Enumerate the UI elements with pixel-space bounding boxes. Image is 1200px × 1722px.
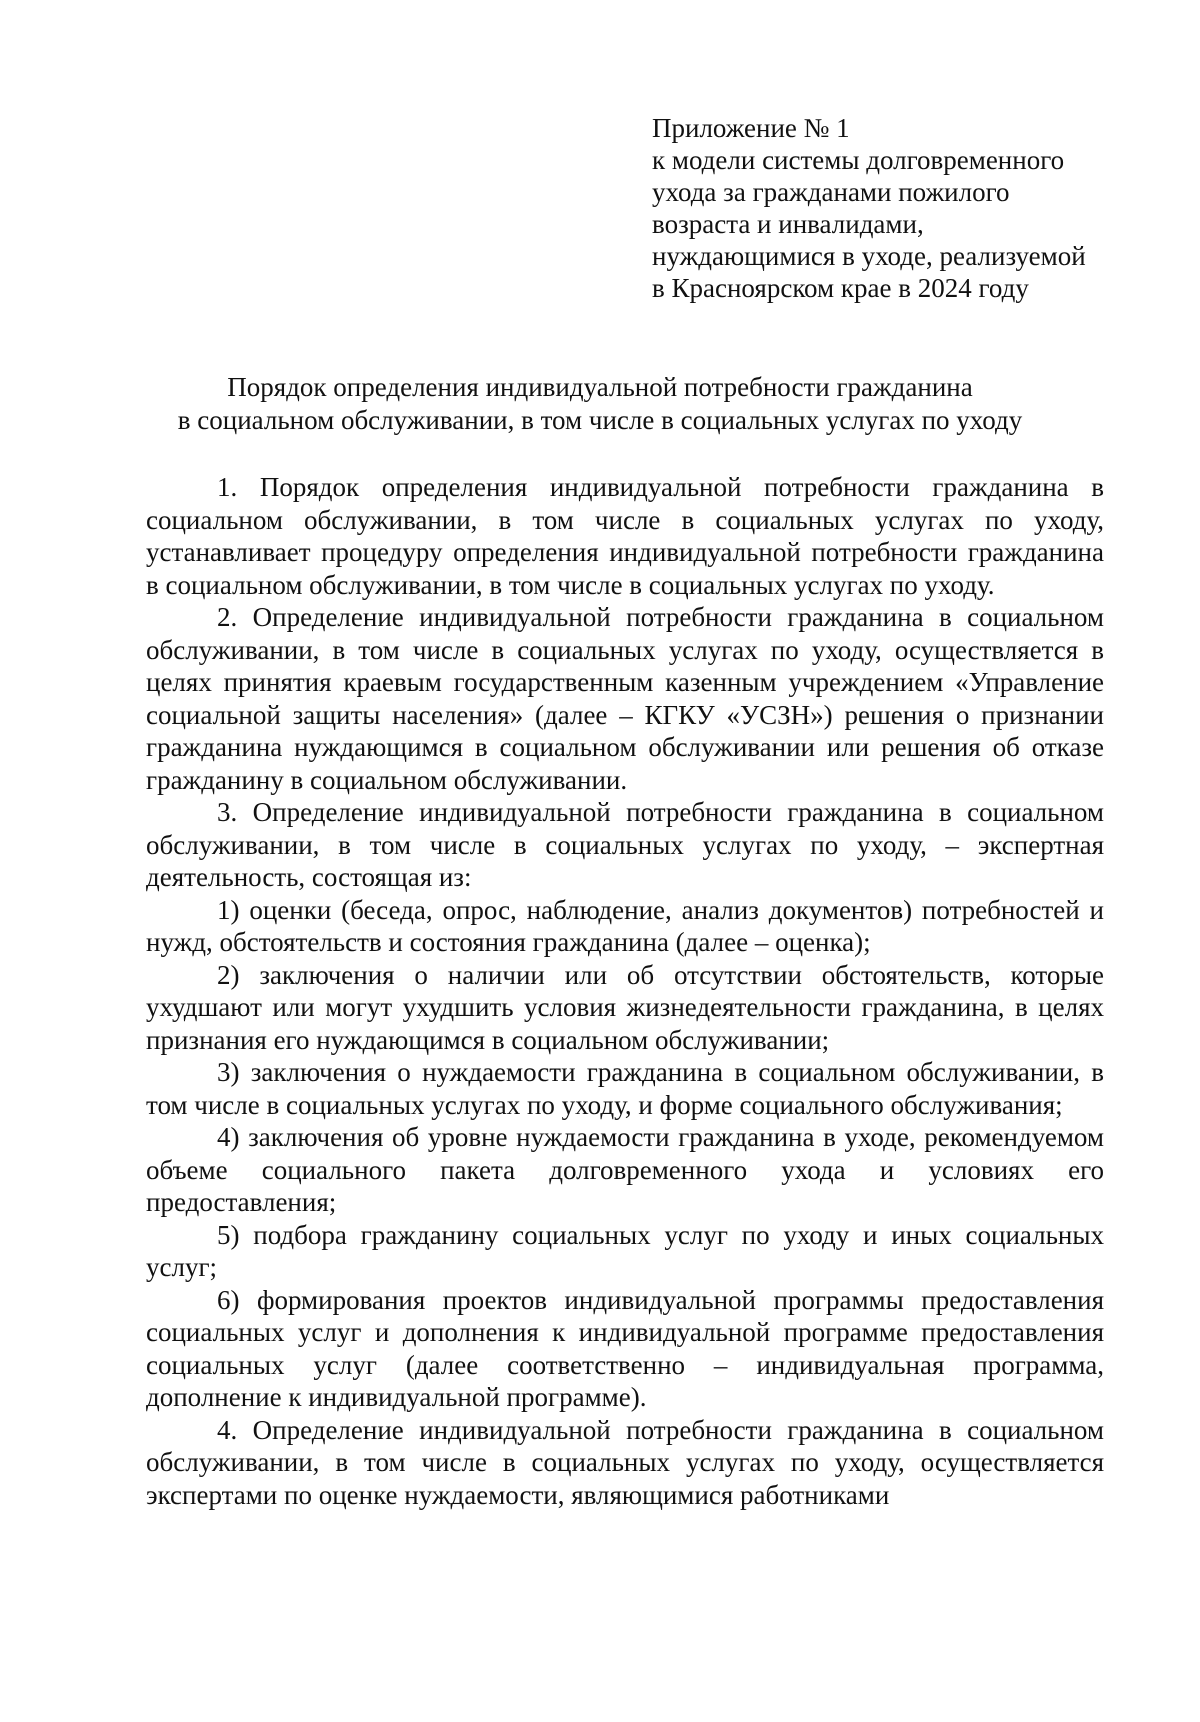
annex-header (652, 112, 1172, 304)
list-item-1: 1) оценки (беседа, опрос, наблюдение, анализ документов) потребностей и нужд, обстоятельств и состояния гражданина (далее – оценка); (146, 894, 1104, 957)
list-item-2: 2) заключения о наличии или об отсутствии обстоятельств, которые ухудшают или могут ухудшить условия жизнедеятельности гражданина, в целях признания его нуждающимся в социальном обслуживании; (146, 959, 1104, 1055)
title-line: Порядок определения индивидуальной потребности гражданина (227, 372, 973, 402)
list-item-5: 5) подбора гражданину социальных услуг по уходу и иных социальных услуг; (146, 1219, 1104, 1282)
list-item-3: 3) заключения о нуждаемости гражданина в социальном обслуживании, в том числе в социальных услугах по уходу, и форме социального обслуживания; (146, 1057, 1104, 1120)
list-item-6: 6) формирования проектов индивидуальной программы предоставления социальных услуг и дополнения к индивидуальной программе предоставления социальных услуг (далее соответственно – индивидуальная программа, дополнение к индивидуальной программе). (146, 1284, 1104, 1412)
title-line: в социальном обслуживании, в том числе в социальных услугах по уходу (177, 405, 1023, 435)
paragraph-2: 2. Определение индивидуальной потребности гражданина в социальном обслуживании, в том числе в социальных услугах по уходу, осуществляется в целях принятия краевым государственным казенным учреждением «Управление социальной защиты населения» (далее – КГКУ «УСЗН») решения о признании гражданина нуждающимся в социальном обслуживании или решения об отказе гражданину в социальном обслуживании. (146, 602, 1104, 795)
paragraph-1: 1. Порядок определения индивидуальной потребности гражданина в социальном обслуживании, в том числе в социальных услугах по уходу, устанавливает процедуру определения индивидуальной потребности гражданина в социальном обслуживании, в том числе в социальных услугах по уходу. (146, 472, 1104, 600)
annex-line: ухода за гражданами пожилого (652, 177, 1010, 207)
paragraph-3: 3. Определение индивидуальной потребности гражданина в социальном обслуживании, в том числе в социальных услугах по уходу, – экспертная деятельность, состоящая из: (146, 797, 1104, 892)
document-body (146, 471, 1104, 1511)
annex-line: в Красноярском крае в 2024 году (652, 273, 1029, 303)
annex-line: возраста и инвалидами, (652, 209, 924, 239)
annex-line: к модели системы долговременного (652, 145, 1065, 175)
paragraph-4: 4. Определение индивидуальной потребности гражданина в социальном обслуживании, в том числе в социальных услугах по уходу, осуществляется экспертами по оценке нуждаемости, являющимися работниками (146, 1414, 1104, 1510)
document-title (100, 371, 1100, 437)
list-item-4: 4) заключения об уровне нуждаемости гражданина в уходе, рекомендуемом объеме социального пакета долговременного ухода и условиях его предоставления; (146, 1122, 1104, 1217)
annex-line: Приложение № 1 (652, 113, 850, 143)
annex-line: нуждающимися в уходе, реализуемой (652, 241, 1086, 271)
